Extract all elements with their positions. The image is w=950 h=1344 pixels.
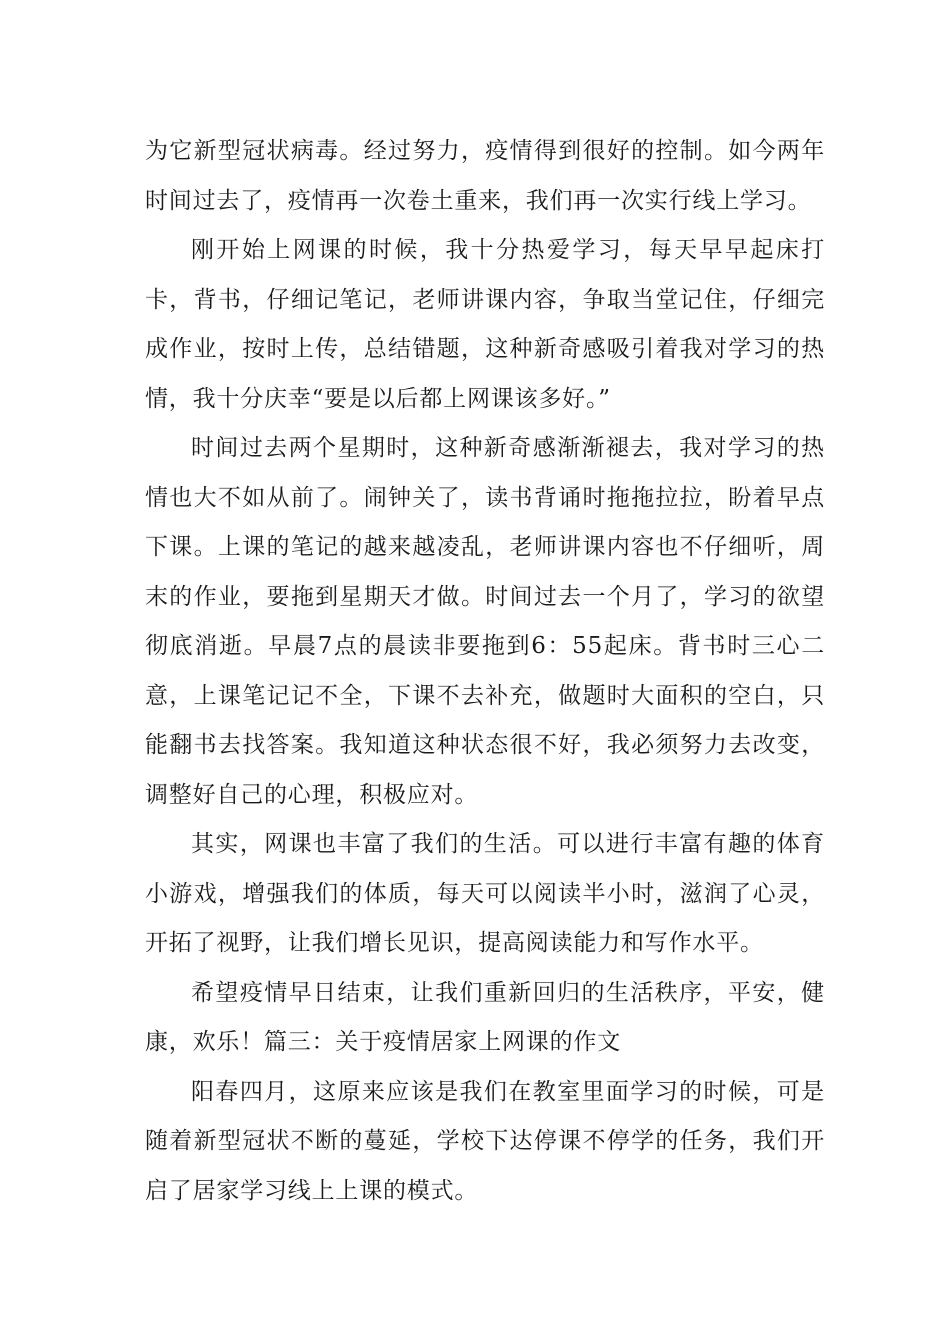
document-body: [145, 127, 825, 1216]
paragraph-5: 希望疫情早日结束，让我们重新回归的生活秩序，平安，健康，欢乐！篇三：关于疫情居家上网课的作文: [145, 979, 825, 1055]
paragraph-1: 为它新型冠状病毒。经过努力，疫情得到很好的控制。如今两年时间过去了，疫情再一次卷土重来，我们再一次实行线上学习。: [145, 138, 825, 214]
paragraph-2: 刚开始上网课的时候，我十分热爱学习，每天早早起床打卡，背书，仔细记笔记，老师讲课内容，争取当堂记住，仔细完成作业，按时上传，总结错题，这种新奇感吸引着我对学习的热情，我十分庆幸“要是以后都上网课该多好。”: [145, 237, 825, 412]
paragraph-4: 其实，网课也丰富了我们的生活。可以进行丰富有趣的体育小游戏，增强我们的体质，每天可以阅读半小时，滋润了心灵，开拓了视野，让我们增长见识，提高阅读能力和写作水平。: [145, 831, 825, 956]
paragraph-3: 时间过去两个星期时，这种新奇感渐渐褪去，我对学习的热情也大不如从前了。闹钟关了，读书背诵时拖拖拉拉，盼着早点下课。上课的笔记的越来越凌乱，老师讲课内容也不仔细听，周末的作业，要拖到星期天才做。时间过去一个月了，学习的欲望彻底消逝。早晨7点的晨读非要拖到6：55起床。背书时三心二意，上课笔记记不全，下课不去补充，做题时大面积的空白，只能翻书去找答案。我知道这种状态很不好，我必须努力去改变，调整好自己的心理，积极应对。: [145, 435, 825, 808]
paragraph-6: 阳春四月，这原来应该是我们在教室里面学习的时候，可是随着新型冠状不断的蔓延，学校下达停课不停学的任务，我们开启了居家学习线上上课的模式。: [145, 1078, 825, 1204]
